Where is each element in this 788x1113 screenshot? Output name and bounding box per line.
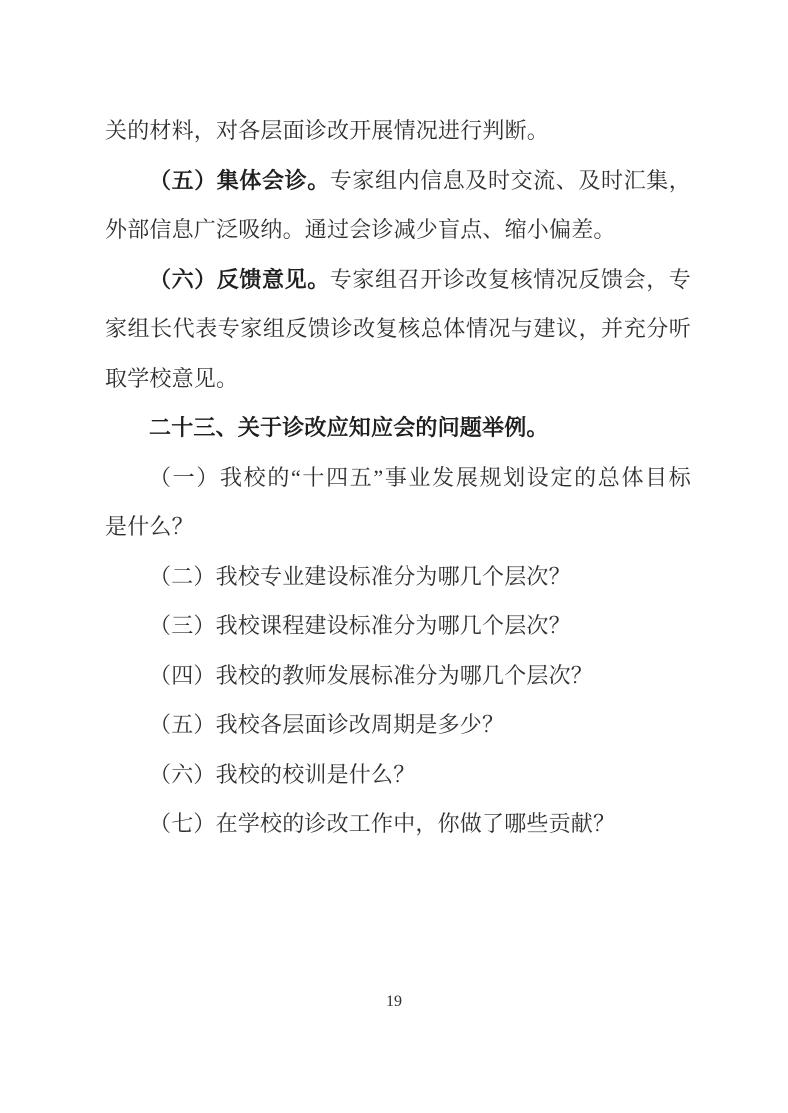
- body-text: （六）我校的校训是什么？: [149, 761, 416, 787]
- line-item-6: [105, 255, 691, 305]
- body-text: 外部信息广泛吸纳。通过会诊减少盲点、缩小偏差。: [105, 217, 616, 242]
- item-6-lead: （六）反馈意见。: [149, 266, 330, 292]
- document-body: [105, 106, 691, 849]
- line-item-5-cont: [105, 205, 691, 255]
- body-text: 家组长代表专家组反馈诊改复核总体情况与建议，并充分听: [105, 316, 691, 341]
- line-q5: [105, 700, 691, 750]
- line-item-6-cont-1: [105, 304, 691, 354]
- line-q2: [105, 552, 691, 602]
- line-item-6-cont-2: [105, 354, 691, 404]
- line-continuation: [105, 106, 691, 156]
- line-q6: [105, 750, 691, 800]
- body-text: （三）我校课程建设标准分为哪几个层次？: [149, 613, 571, 638]
- line-q4: [105, 651, 691, 701]
- body-text: 取学校意见。: [105, 365, 239, 391]
- body-text: （四）我校的教师发展标准分为哪几个层次？: [149, 662, 594, 688]
- line-q1-cont: [105, 502, 691, 552]
- line-q7: [105, 799, 691, 849]
- line-q3: [105, 601, 691, 651]
- line-item-5: [105, 156, 691, 206]
- item-5-lead: （五）集体会诊。: [149, 167, 330, 193]
- body-text: 是什么？: [105, 514, 194, 539]
- body-text: （七）在学校的诊改工作中，你做了哪些贡献？: [149, 811, 616, 836]
- body-text: （二）我校专业建设标准分为哪几个层次？: [149, 563, 571, 589]
- body-text: 专家组召开诊改复核情况反馈会，专: [329, 266, 691, 292]
- section-heading-text: 二十三、关于诊改应知应会的问题举例。: [149, 415, 549, 440]
- body-text: （一）我校的“十四五”事业发展规划设定的总体目标: [149, 464, 691, 490]
- body-text: 关的材料，对各层面诊改开展情况进行判断。: [105, 118, 550, 143]
- page-number: 19: [386, 993, 402, 1010]
- body-text: （五）我校各层面诊改周期是多少？: [149, 712, 505, 737]
- line-q1: [105, 453, 691, 503]
- heading-section-23: [105, 403, 691, 453]
- body-text: 专家组内信息及时交流、及时汇集，: [329, 167, 691, 193]
